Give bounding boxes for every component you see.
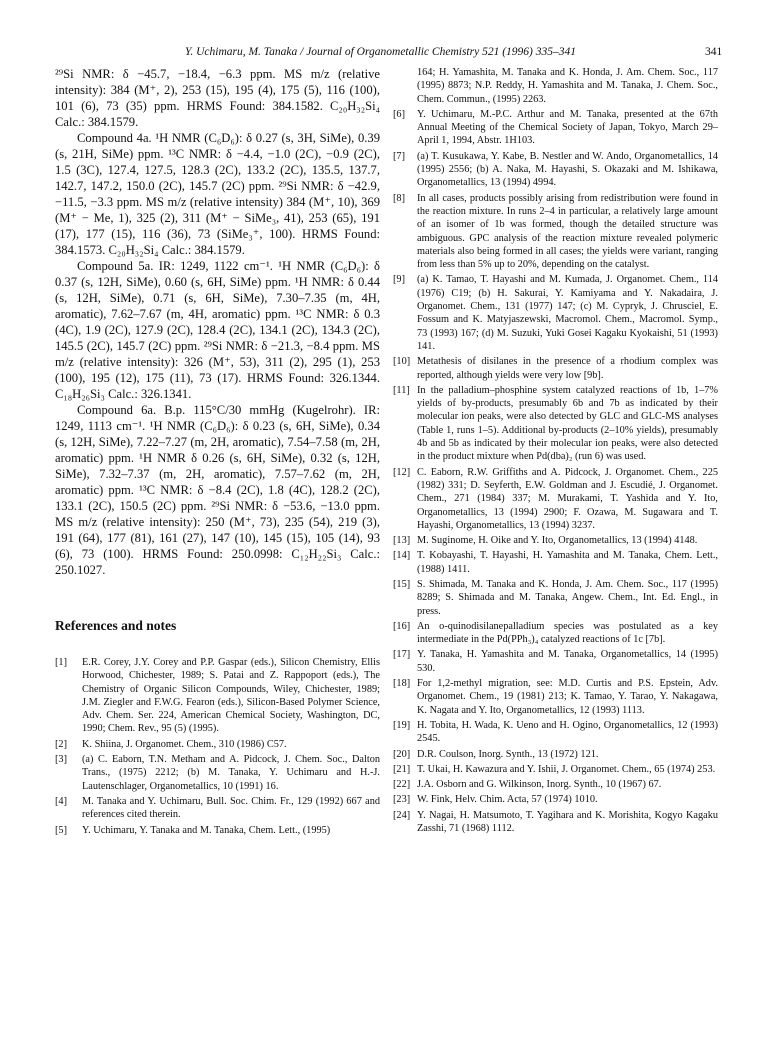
reference-text: (a) C. Eaborn, T.N. Metham and A. Pidcock, J. Chem. Soc., Dalton Trans., (1975) 2212; (b) M. Tanaka, Y. Uchimaru and H.-J. Lautenschlager, Organometallics, 10 (1991) 16.	[82, 754, 380, 792]
reference-number: [19]	[393, 719, 411, 731]
reference-item	[393, 719, 718, 746]
reference-text: W. Fink, Helv. Chim. Acta, 57 (1974) 1010.	[417, 794, 598, 806]
reference-text: Y. Uchimaru, Y. Tanaka and M. Tanaka, Chem. Lett., (1995)	[82, 824, 331, 836]
reference-item	[393, 763, 718, 776]
reference-item	[393, 648, 718, 675]
reference-text: In the palladium–phosphine system catalyzed reactions of 1b, 1–7% yields of by-products, presumably 6b and 7b as indicated by their molecular ion peaks, were also detected by GLC and GLC-MS analyses (Table 1, runs 1–5). Additional by-products (2–10% yields), presumably 4b and 5b as indicated by their molecular ion peaks, were also detected in the product mixture when Pd(dba)₂ (run 6) was used.	[417, 384, 718, 463]
reference-item	[393, 793, 718, 806]
references-heading: References and notes	[55, 618, 177, 633]
experimental-section	[55, 66, 380, 578]
reference-item	[393, 534, 718, 547]
reference-text: T. Kobayashi, T. Hayashi, H. Yamashita and M. Tanaka, Chem. Lett., (1988) 1411.	[417, 550, 718, 575]
reference-item	[393, 677, 718, 717]
references-list-right	[393, 66, 718, 835]
reference-item	[393, 150, 718, 190]
reference-item	[393, 578, 718, 618]
reference-number: [8]	[393, 192, 406, 204]
experimental-paragraph: Compound 5a. IR: 1249, 1122 cm⁻¹. ¹H NMR (C₆D₆): δ 0.37 (s, 12H, SiMe), 0.60 (s, 6H, SiMe) ppm. ¹H NMR: δ 0.44 (s, 12H, SiMe), 0.71 (s, 6H, SiMe), 7.30–7.35 (m, 4H, aromatic), 7.62–7.67 (m, 4H, aromatic) ppm. ¹³C NMR: δ 0.3 (4C), 1.9 (2C), 127.9 (2C), 128.4 (2C), 134.1 (2C), 134.3 (2C), 145.5 (2C), 145.7 (2C) ppm. ²⁹Si NMR: δ −21.3, −8.4 ppm. MS m/z (relative intensity): 326 (M⁺, 53), 311 (2), 295 (1), 253 (100), 195 (12), 175 (11), 73 (17). HRMS Found: 326.1344. C₁₈H₂₆Si₃ Calc.: 326.1341.	[55, 259, 380, 401]
reference-number: [14]	[393, 550, 411, 562]
reference-number: [13]	[393, 535, 411, 547]
reference-item	[393, 809, 718, 836]
left-column	[55, 66, 380, 839]
reference-text: An o-quinodisilanepalladium species was postulated as a key intermediate in the Pd(PPh₃)₄ catalyzed reactions of 1c [7b].	[417, 620, 718, 646]
reference-text: S. Shimada, M. Tanaka and K. Honda, J. Am. Chem. Soc., 117 (1995) 8289; S. Shimada and M. Tanaka, Angew. Chem., Int. Ed. Engl., in press.	[417, 578, 718, 617]
reference-number: [9]	[393, 274, 406, 286]
reference-text: Metathesis of disilanes in the presence of a rhodium complex was reported, although yields were very low [9b].	[417, 356, 718, 381]
reference-item	[393, 384, 718, 464]
reference-number: [23]	[393, 794, 411, 806]
reference-number: [15]	[393, 578, 411, 590]
reference-number: [5]	[55, 824, 68, 836]
reference-text: J.A. Osborn and G. Wilkinson, Inorg. Synth., 10 (1967) 67.	[417, 779, 662, 791]
reference-number: [22]	[393, 779, 411, 791]
reference-text: In all cases, products possibly arising from redistribution were found in the reaction mixture. In runs 2–4 in particular, a relatively large amount of an isomer of 1b was formed, though the detailed structure was ambiguous. GPC analysis of the reaction mixture revealed polymeric materials also being formed in all cases; the yields were variant, ranging from less than 5% up to 20%, depending on the catalyst.	[417, 192, 718, 271]
page-number: 341	[705, 46, 723, 58]
reference-number: [21]	[393, 763, 411, 775]
reference-number: [10]	[393, 356, 411, 368]
reference-number: [20]	[393, 748, 411, 760]
reference-item	[393, 192, 718, 272]
reference-text: C. Eaborn, R.W. Griffiths and A. Pidcock, J. Organomet. Chem., 225 (1982) 331; D. Seyferth, E.W. Goldman and J. Escudié, J. Organomet. Chem., 271 (1984) 337; M. Murakami, T. Yashida and Y. Ito, Organometallics, 13 (1994) 2900; F. Ozawa, M. Sugawara and T. Hayashi, Organometallics, 13 (1994) 3237.	[417, 466, 718, 531]
reference-text: M. Tanaka and Y. Uchimaru, Bull. Soc. Chim. Fr., 129 (1992) 667 and references cited therein.	[82, 795, 380, 821]
reference-number: [18]	[393, 678, 411, 690]
reference-number: [11]	[393, 384, 410, 396]
reference-item	[393, 748, 718, 761]
experimental-paragraph: Compound 4a. ¹H NMR (C₆D₆): δ 0.27 (s, 3H, SiMe), 0.39 (s, 21H, SiMe) ppm. ¹³C NMR: δ −4.4, −1.0 (2C), −0.9 (2C), 1.5 (3C), 127.4, 127.5, 128.3 (2C), 133.2 (2C), 135.5, 137.7, 142.7, 147.2, 150.0 (2C), 145.7 (2C) ppm. ²⁹Si NMR: δ −42.9, −11.5, −3.3 ppm. MS m/z (relative intensity) 384 (M⁺, 10), 369 (M⁺ − Me, 1), 325 (2), 311 (M⁺ − SiMe₃, 41), 253 (65), 191 (17), 177 (15), 116 (36), 73 (SiMe₃⁺, 100). HRMS Found: 384.1573. C₂₀H₃₂Si₄ Calc.: 384.1579.	[55, 131, 380, 257]
reference-text: Y. Nagai, H. Matsumoto, T. Yagihara and K. Morishita, Kogyo Kagaku Zasshi, 71 (1968) 1112.	[417, 809, 718, 835]
running-title: Y. Uchimaru, M. Tanaka / Journal of Organometallic Chemistry 521 (1996) 335–341	[185, 46, 576, 58]
reference-text: Y. Uchimaru, M.-P.C. Arthur and M. Tanaka, presented at the 67th Annual Meeting of the Chemical Society of Japan, Tokyo, March 29–April 1, 1994, Abstr. 1H103.	[417, 108, 718, 147]
reference-number: [6]	[393, 108, 406, 120]
reference-text: (a) K. Tamao, T. Hayashi and M. Kumada, J. Organomet. Chem., 114 (1976) C19; (b) H. Sakurai, Y. Kamiyama and Y. Nakadaira, J. Organomet. Chem., 131 (1977) 147; (c) M. Cypryk, J. Chrusciel, E. Fossum and K. Matyjaszewski, Macromol. Chem., Macromol. Symp., 73 (1993) 167; (d) M. Suzuki, Yuki Gosei Kagaku Kyokaishi, 51 (1993) 141.	[417, 274, 718, 352]
right-column	[393, 66, 718, 837]
reference-number: [17]	[393, 649, 411, 661]
reference-text: T. Ukai, H. Kawazura and Y. Ishii, J. Organomet. Chem., 65 (1974) 253.	[417, 763, 716, 775]
reference-number: [4]	[55, 795, 68, 807]
reference-text: K. Shiina, J. Organomet. Chem., 310 (1986) C57.	[82, 738, 287, 750]
references-list-left	[55, 656, 380, 837]
reference-item	[393, 355, 718, 382]
reference-number: [1]	[55, 657, 68, 668]
reference-text: (a) T. Kusukawa, Y. Kabe, B. Nestler and W. Ando, Organometallics, 14 (1995) 2556; (b) A. Naka, M. Hayashi, S. Okazaki and M. Ishikawa, Organometallics, 13 (1994) 4994.	[417, 150, 718, 189]
reference-text: Y. Tanaka, H. Yamashita and M. Tanaka, Organometallics, 14 (1995) 530.	[417, 649, 718, 674]
reference-item-continued	[393, 66, 718, 106]
reference-item	[393, 778, 718, 791]
reference-item	[393, 466, 718, 532]
reference-item	[55, 656, 380, 736]
reference-item	[55, 738, 380, 751]
reference-text: D.R. Coulson, Inorg. Synth., 13 (1972) 121.	[417, 748, 599, 760]
reference-number: [7]	[393, 150, 406, 162]
reference-text: H. Tobita, H. Wada, K. Ueno and H. Ogino, Organometallics, 12 (1993) 2545.	[417, 719, 718, 745]
reference-number: [3]	[55, 754, 68, 766]
reference-item	[393, 108, 718, 148]
running-header	[0, 46, 768, 62]
reference-text: For 1,2-methyl migration, see: M.D. Curtis and P.S. Epstein, Adv. Organomet. Chem., 19 (1981) 213; K. Tamao, Y. Tarao, Y. Nakagawa, K. Nagata and Y. Ito, Organometallics, 12 (1993) 1113.	[417, 678, 718, 716]
reference-text: E.R. Corey, J.Y. Corey and P.P. Gaspar (eds.), Silicon Chemistry, Ellis Horwood, Chichester, 1989; S. Patai and Z. Rappoport (eds.), The Chemistry of Organic Silicon Compounds, Wiley, Chichester, 1989; J.M. Ziegler and F.W.G. Fearon (eds.), Silicon-Based Polymer Science, Adv. Chem. Ser. 224, American Chemical Society, Washington, DC, 1990; Chem. Rev., 95 (5) (1995).	[82, 657, 380, 735]
reference-number: [16]	[393, 620, 411, 632]
reference-item	[393, 620, 718, 647]
experimental-paragraph: Compound 6a. B.p. 115°C/30 mmHg (Kugelrohr). IR: 1249, 1113 cm⁻¹. ¹H NMR (C₆D₆): δ 0.23 (s, 6H, SiMe), 0.34 (s, 12H, SiMe), 7.22–7.27 (m, 2H, aromatic), 7.54–7.58 (m, 2H, aromatic) ppm. ¹H NMR δ 0.26 (s, 6H, SiMe), 0.32 (s, 12H, SiMe), 7.32–7.37 (m, 2H, aromatic), 7.57–7.62 (m, 2H, aromatic) ppm. ¹³C NMR: δ −8.4 (2C), 1.8 (4C), 128.2 (2C), 133.1 (2C), 150.5 (2C) ppm. ²⁹Si NMR: δ −53.6, −13.0 ppm. MS m/z (relative intensity): 250 (M⁺, 73), 235 (54), 219 (3), 191 (64), 177 (81), 161 (27), 147 (10), 145 (15), 105 (14), 93 (6), 73 (100). HRMS Found: 250.0998: C₁₂H₂₂Si₃ Calc.: 250.1027.	[55, 403, 380, 577]
reference-item	[55, 824, 380, 837]
reference-item	[393, 549, 718, 576]
reference-item	[55, 753, 380, 793]
experimental-paragraph: ²⁹Si NMR: δ −45.7, −18.4, −6.3 ppm. MS m/z (relative intensity): 384 (M⁺, 2), 253 (15), 195 (4), 175 (5), 116 (100), 101 (6), 73 (35) ppm. HRMS Found: 384.1582. C₂₀H₃₂Si₄ Calc.: 384.1579.	[55, 67, 380, 129]
reference-item	[393, 273, 718, 353]
reference-text: 164; H. Yamashita, M. Tanaka and K. Honda, J. Am. Chem. Soc., 117 (1995) 8873; N.P. Reddy, H. Yamashita and M. Tanaka, J. Chem. Soc., Chem. Commun., (1995) 2263.	[417, 67, 718, 105]
reference-item	[55, 795, 380, 822]
reference-number: [24]	[393, 809, 411, 821]
reference-number: [2]	[55, 738, 68, 750]
reference-number: [12]	[393, 466, 411, 478]
reference-text: M. Suginome, H. Oike and Y. Ito, Organometallics, 13 (1994) 4148.	[417, 535, 698, 547]
